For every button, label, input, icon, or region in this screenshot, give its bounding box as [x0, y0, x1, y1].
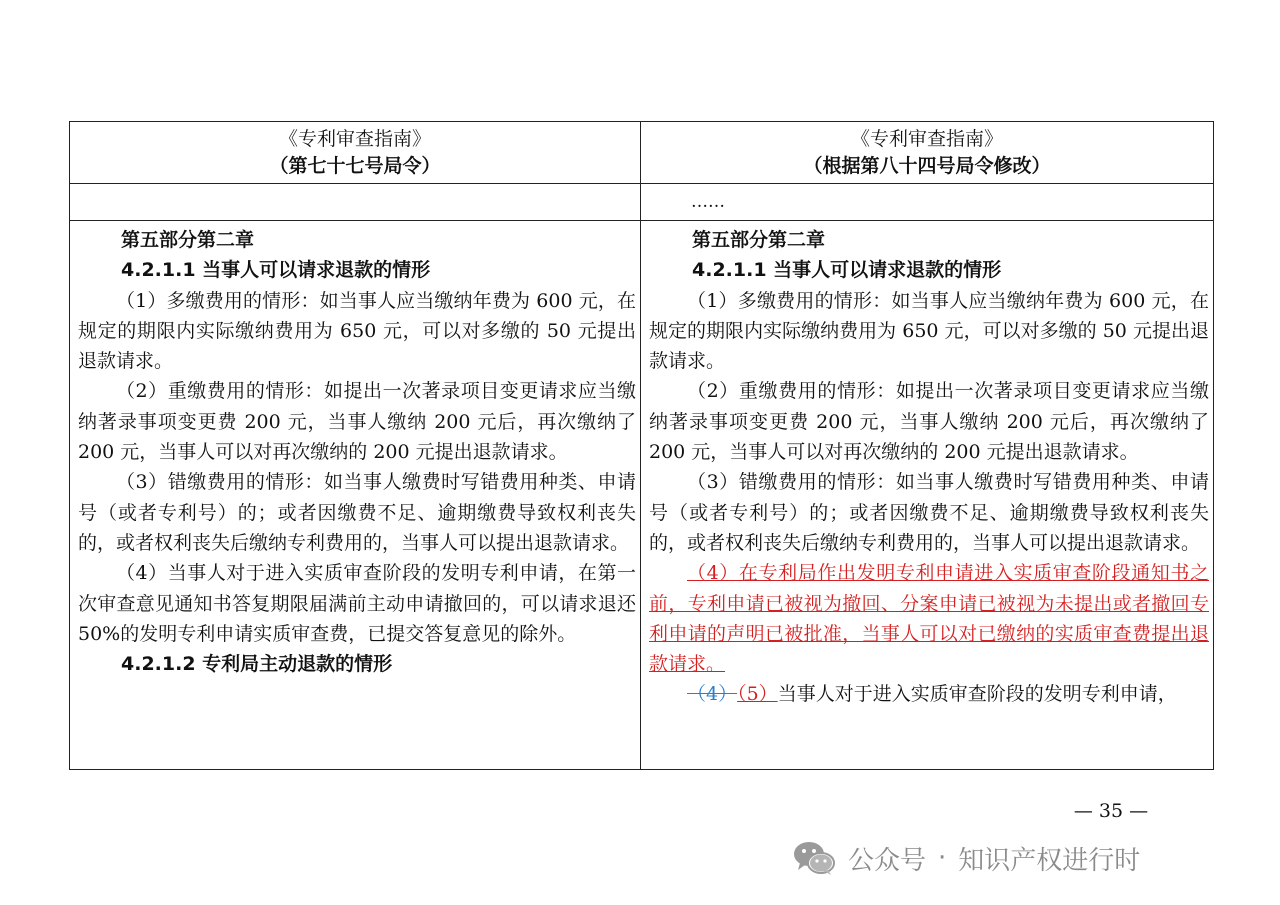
inserted-number: （5）	[737, 683, 778, 706]
right-ellipsis-cell	[641, 184, 1214, 221]
left-paragraph-1: （1）多缴费用的情形：如当事人应当缴纳年费为 600 元，在规定的期限内实际缴纳费用为 650 元，可以对多缴的 50 元提出退款请求。	[78, 289, 636, 373]
left-header-subtitle: （第七十七号局令）	[269, 155, 441, 177]
left-section-heading-2: 4.2.1.2 专利局主动退款的情形	[121, 653, 393, 676]
watermark	[792, 838, 1140, 878]
left-paragraph-3: （3）错缴费用的情形：如当事人缴费时写错费用种类、申请号（或者专利号）的；或者因缴费不足、逾期缴费导致权利丧失的，或者权利丧失后缴纳专利费用的，当事人可以提出退款请求。	[78, 471, 636, 554]
comparison-table	[69, 121, 1214, 770]
watermark-prefix: 公众号	[848, 845, 927, 876]
right-paragraph-4-inserted: （4）在专利局作出发明专利申请进入实质审查阶段通知书之前，专利申请已被视为撤回、分案申请已被视为未提出或者撤回专利申请的声明已被批准，当事人可以对已缴纳的实质审查费提出退款请求。	[649, 562, 1209, 676]
left-section-heading: 4.2.1.1 当事人可以请求退款的情形	[121, 259, 431, 282]
right-chapter: 第五部分第二章	[692, 229, 826, 251]
wechat-icon	[792, 838, 836, 878]
right-section-heading: 4.2.1.1 当事人可以请求退款的情形	[692, 259, 1002, 282]
left-paragraph-2: （2）重缴费用的情形：如提出一次著录项目变更请求应当缴纳著录事项变更费 200 元，当事人缴纳 200 元后，再次缴纳了 200 元，当事人可以对再次缴纳的 200 元提出退款请求。	[78, 380, 636, 464]
deleted-number: （4）	[687, 683, 738, 706]
left-paragraph-4: （4）当事人对于进入实质审查阶段的发明专利申请，在第一次审查意见通知书答复期限届满前主动申请撤回的，可以请求退还 50%的发明专利申请实质审查费，已提交答复意见的除外。	[78, 562, 636, 645]
watermark-name: 知识产权进行时	[958, 845, 1141, 876]
left-empty-cell	[70, 184, 641, 221]
right-paragraph-3: （3）错缴费用的情形：如当事人缴费时写错费用种类、申请号（或者专利号）的；或者因缴费不足、逾期缴费导致权利丧失的，或者权利丧失后缴纳专利费用的，当事人可以提出退款请求。	[649, 471, 1209, 554]
right-body-cell	[641, 221, 1214, 770]
right-header-subtitle: （根据第八十四号局令修改）	[803, 155, 1051, 177]
right-paragraph-5	[649, 679, 1209, 709]
left-chapter: 第五部分第二章	[121, 229, 255, 251]
right-paragraph-5-text: 当事人对于进入实质审查阶段的发明专利申请，	[777, 683, 1177, 706]
page-number: — 35 —	[1073, 800, 1149, 822]
watermark-separator: ·	[938, 843, 947, 873]
right-paragraph-2: （2）重缴费用的情形：如提出一次著录项目变更请求应当缴纳著录事项变更费 200 元，当事人缴纳 200 元后，再次缴纳了 200 元，当事人可以对再次缴纳的 200 元提出退款请求。	[649, 380, 1209, 464]
left-body-cell	[70, 221, 641, 770]
left-header-cell	[70, 122, 641, 184]
ellipsis: ……	[691, 192, 725, 212]
right-header-title: 《专利审查指南》	[850, 128, 1003, 150]
right-paragraph-1: （1）多缴费用的情形：如当事人应当缴纳年费为 600 元，在规定的期限内实际缴纳费用为 650 元，可以对多缴的 50 元提出退款请求。	[649, 289, 1209, 373]
right-header-cell	[641, 122, 1214, 184]
left-header-title: 《专利审查指南》	[278, 128, 431, 150]
